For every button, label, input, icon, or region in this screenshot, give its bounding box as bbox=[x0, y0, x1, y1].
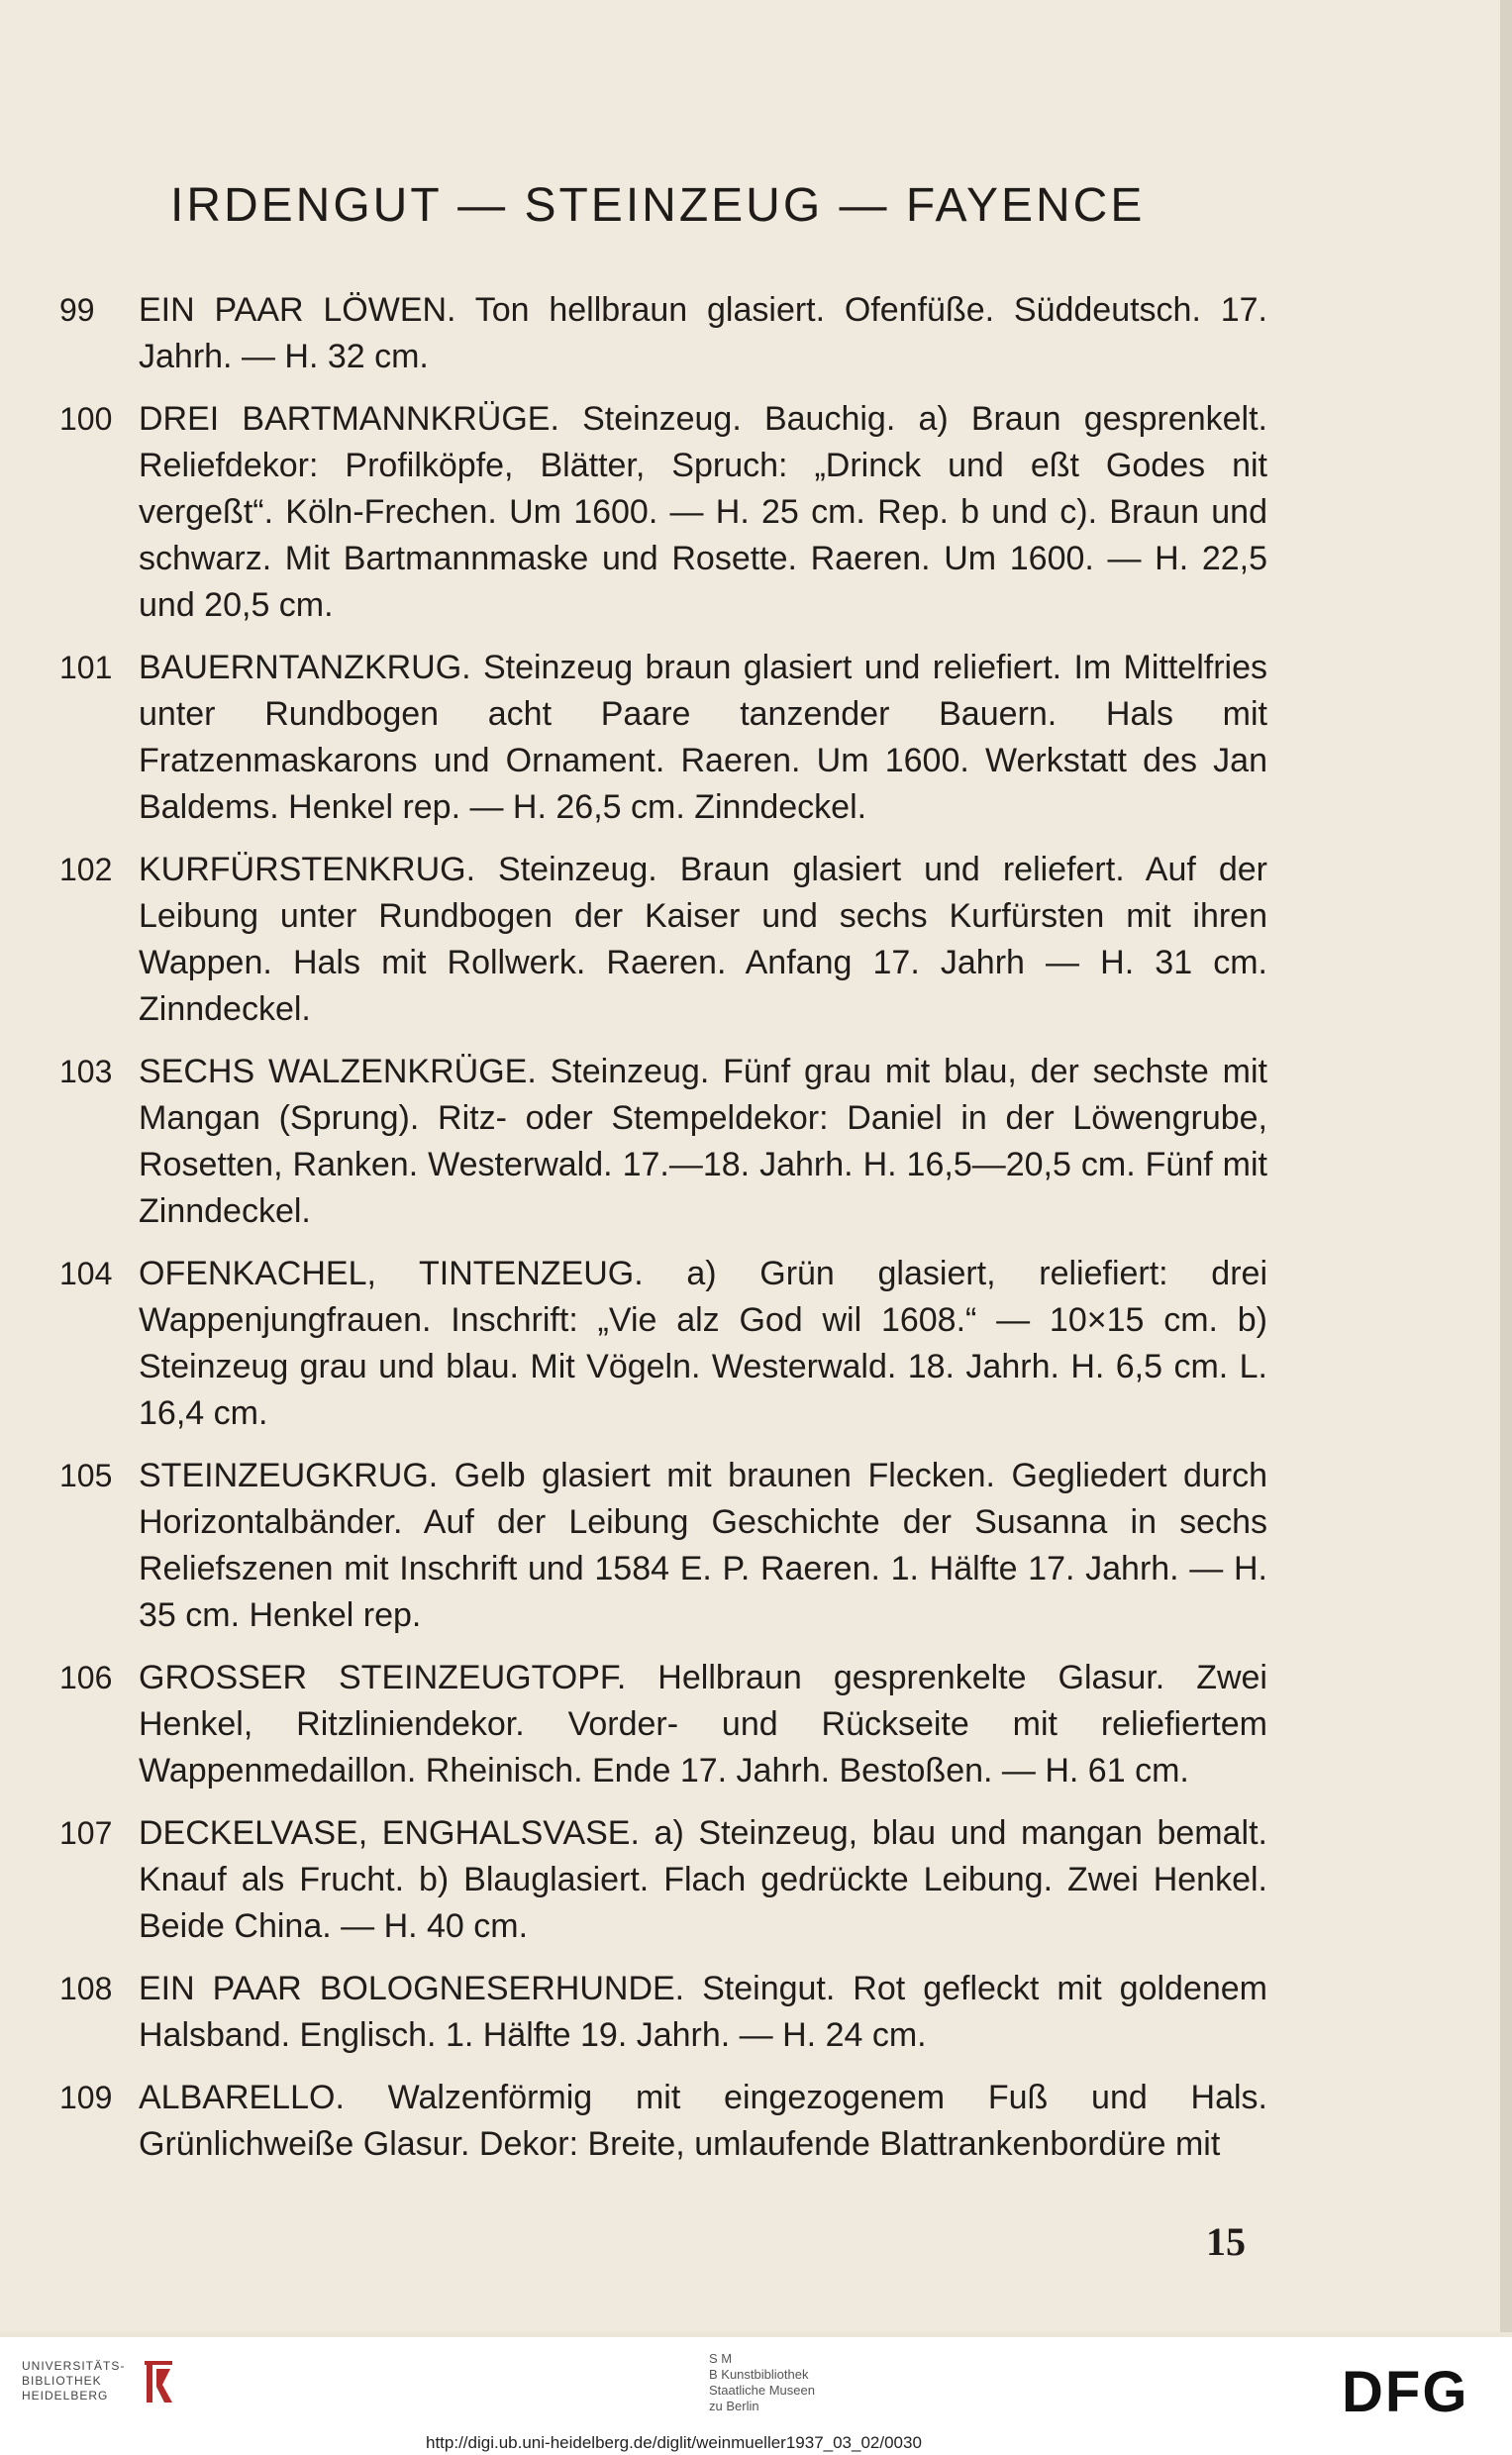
catalogue-entry bbox=[59, 1655, 1267, 1794]
entry-text: EIN PAAR LÖWEN. Ton hellbraun glasiert. Ofenfüße. Süddeutsch. 17. Jahrh. — H. 32 cm. bbox=[139, 291, 1267, 375]
entry-number: 102 bbox=[59, 852, 113, 887]
entry-number: 108 bbox=[59, 1971, 113, 2006]
catalogue-entry bbox=[59, 1810, 1267, 1950]
catalogue-entry bbox=[59, 396, 1267, 629]
logo-text-line: UNIVERSITÄTS- bbox=[22, 2359, 126, 2373]
page-heading: IRDENGUT — STEINZEUG — FAYENCE bbox=[170, 179, 1146, 232]
entry-number: 107 bbox=[59, 1815, 113, 1851]
entry-text: OFENKACHEL, TINTENZEUG. a) Grün glasiert, reliefiert: drei Wappenjungfrauen. Inschrift: „Vie alz God wil 1608.“ — 10×15 cm. b) Steinzeug grau und blau. Mit Vögeln. Westerwald. 18. Jahrh. H. 6,5 cm. L. 16,4 cm. bbox=[139, 1255, 1267, 1432]
entry-number: 100 bbox=[59, 401, 113, 437]
entry-text: KURFÜRSTENKRUG. Steinzeug. Braun glasiert und reliefert. Auf der Leibung unter Rundbogen der Kaiser und sechs Kurfürsten mit ihren Wappen. Hals mit Rollwerk. Raeren. Anfang 17. Jahrh — H. 31 cm. Zinndeckel. bbox=[139, 851, 1267, 1028]
catalogue-entry bbox=[59, 287, 1267, 380]
entry-text: GROSSER STEINZEUGTOPF. Hellbraun gesprenkelte Glasur. Zwei Henkel, Ritzliniendekor. Vorder- und Rückseite mit reliefiertem Wappenmedaillon. Rheinisch. Ende 17. Jahrh. Bestoßen. — H. 61 cm. bbox=[139, 1659, 1267, 1790]
logo-text-line: HEIDELBERG bbox=[22, 2389, 109, 2403]
entry-number: 106 bbox=[59, 1660, 113, 1695]
logo-text-line: Staatliche Museen bbox=[709, 2383, 815, 2398]
entry-text: STEINZEUGKRUG. Gelb glasiert mit braunen Flecken. Gegliedert durch Horizontalbänder. Auf der Leibung Geschichte der Susanna in sechs Reliefszenen mit Inschrift und 1584 E. P. Raeren. 1. Hälfte 17. Jahrh. — H. 35 cm. Henkel rep. bbox=[139, 1457, 1267, 1634]
entry-number: 109 bbox=[59, 2080, 113, 2115]
catalogue-entries bbox=[59, 287, 1267, 2184]
entry-number: 103 bbox=[59, 1054, 113, 1089]
entry-number: 104 bbox=[59, 1256, 113, 1291]
catalogue-entry bbox=[59, 1251, 1267, 1437]
university-library-logo[interactable] bbox=[22, 2359, 125, 2404]
kunstbibliothek-logo[interactable] bbox=[709, 2351, 815, 2414]
library-emblem-icon bbox=[139, 2355, 178, 2408]
catalogue-entry bbox=[59, 645, 1267, 831]
catalogue-entry bbox=[59, 847, 1267, 1033]
logo-text-line: B Kunstbibliothek bbox=[709, 2367, 809, 2382]
logo-text-line: zu Berlin bbox=[709, 2399, 759, 2413]
footer-bar bbox=[0, 2337, 1512, 2455]
page-number: 15 bbox=[1206, 2219, 1246, 2264]
entry-text: EIN PAAR BOLOGNESERHUNDE. Steingut. Rot gefleckt mit goldenem Halsband. Englisch. 1. Hälfte 19. Jahrh. — H. 24 cm. bbox=[139, 1970, 1267, 2054]
entry-text: BAUERNTANZKRUG. Steinzeug braun glasiert und reliefiert. Im Mittelfries unter Rundbogen acht Paare tanzender Bauern. Hals mit Fratzenmaskarons und Ornament. Raeren. Um 1600. Werkstatt des Jan Baldems. Henkel rep. — H. 26,5 cm. Zinndeckel. bbox=[139, 649, 1267, 826]
entry-number: 101 bbox=[59, 650, 113, 685]
catalogue-entry bbox=[59, 1453, 1267, 1639]
entry-text: DECKELVASE, ENGHALSVASE. a) Steinzeug, blau und mangan bemalt. Knauf als Frucht. b) Blauglasiert. Flach gedrückte Leibung. Zwei Henkel. Beide China. — H. 40 cm. bbox=[139, 1814, 1267, 1945]
catalogue-entry bbox=[59, 1966, 1267, 2059]
entry-text: DREI BARTMANNKRÜGE. Steinzeug. Bauchig. a) Braun gesprenkelt. Reliefdekor: Profilköpfe, Blätter, Spruch: „Drinck und eßt Godes nit vergeßt“. Köln-Frechen. Um 1600. — H. 25 cm. Rep. b und c). Braun und schwarz. Mit Bartmannmaske und Rosette. Raeren. Um 1600. — H. 22,5 und 20,5 cm. bbox=[139, 400, 1267, 624]
logo-text-line: S M bbox=[709, 2351, 733, 2366]
logo-text-line: BIBLIOTHEK bbox=[22, 2374, 102, 2388]
catalogue-entry bbox=[59, 2075, 1267, 2168]
entry-text: ALBARELLO. Walzenförmig mit eingezogenem Fuß und Hals. Grünlichweiße Glasur. Dekor: Breite, umlaufende Blattrankenbordüre mit bbox=[139, 2079, 1267, 2163]
entry-number: 99 bbox=[59, 292, 95, 328]
entry-text: SECHS WALZENKRÜGE. Steinzeug. Fünf grau mit blau, der sechste mit Mangan (Sprung). Ritz- oder Stempeldekor: Daniel in der Löwengrube, Rosetten, Ranken. Westerwald. 17.—18. Jahrh. H. 16,5—20,5 cm. Fünf mit Zinndeckel. bbox=[139, 1053, 1267, 1230]
entry-number: 105 bbox=[59, 1458, 113, 1493]
source-url-link[interactable]: http://digi.ub.uni-heidelberg.de/diglit/weinmueller1937_03_02/0030 bbox=[426, 2433, 922, 2452]
dfg-logo[interactable]: DFG bbox=[1342, 2360, 1469, 2424]
catalogue-entry bbox=[59, 1049, 1267, 1235]
